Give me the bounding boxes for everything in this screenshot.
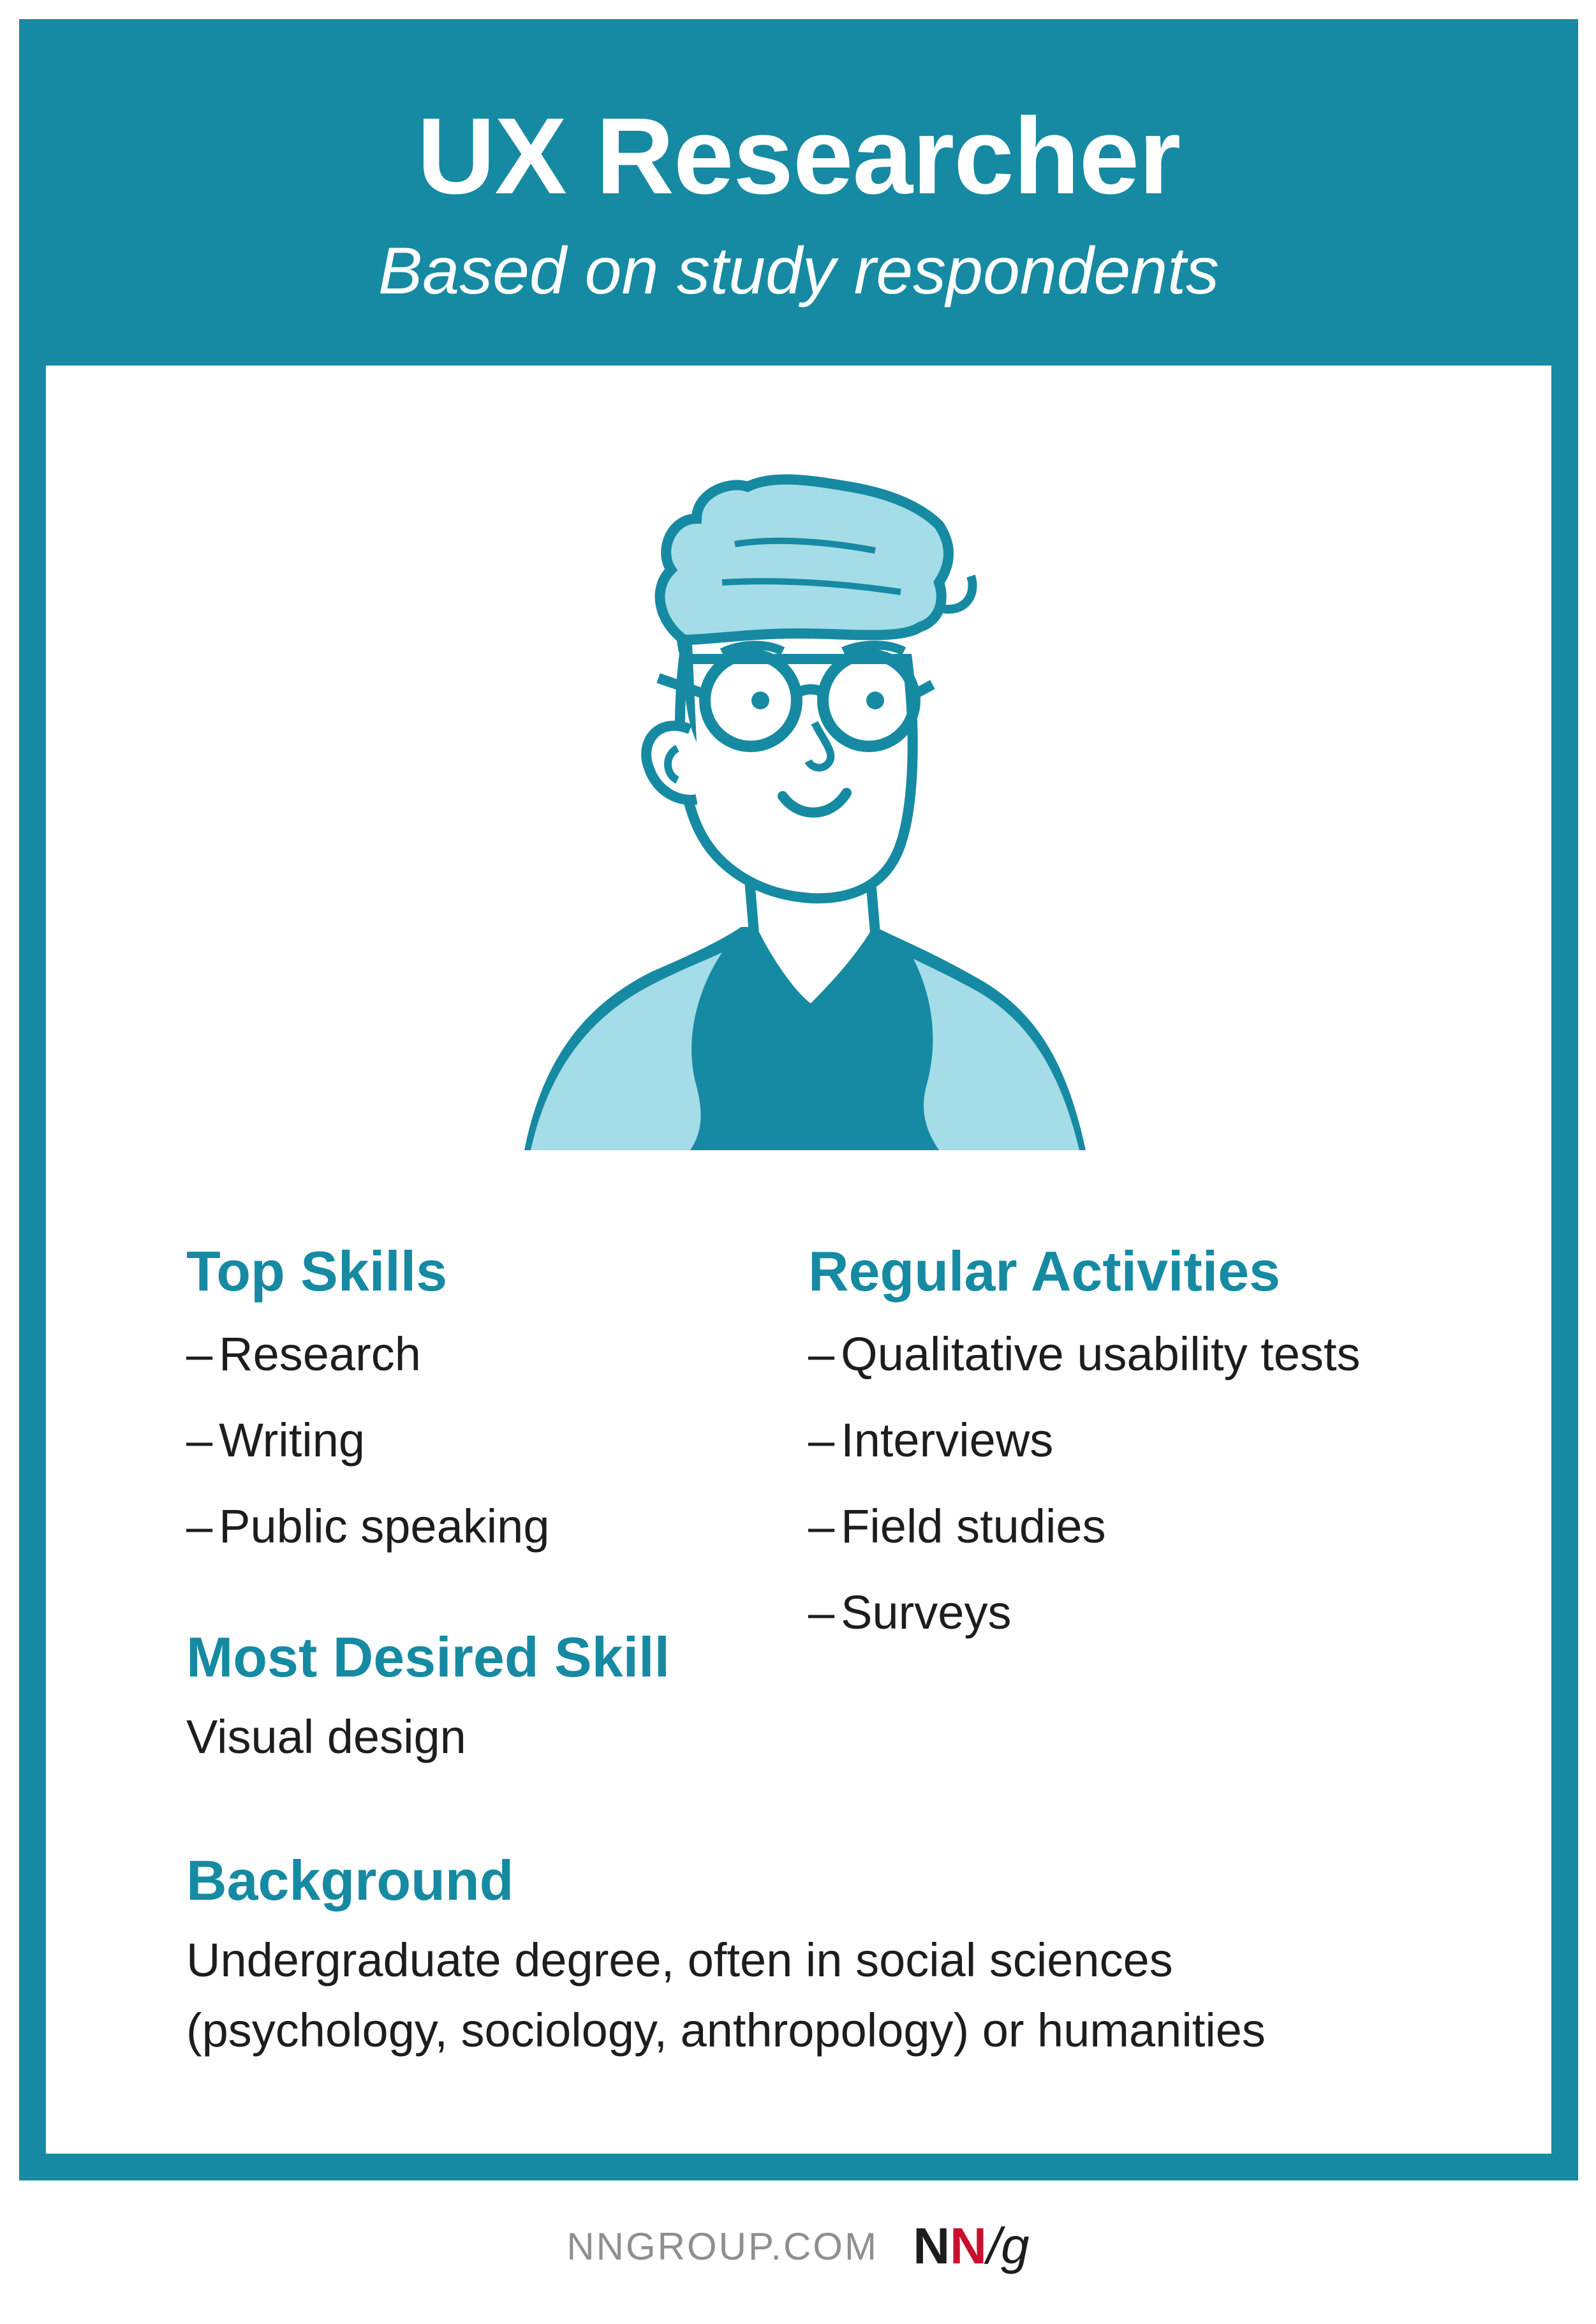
list-dash: – xyxy=(808,1586,835,1639)
list-dash: – xyxy=(808,1414,835,1467)
list-item-label: Field studies xyxy=(841,1500,1106,1553)
list-item xyxy=(808,1326,1361,1412)
list-item xyxy=(186,1326,549,1412)
list-item-label: Interviews xyxy=(841,1414,1054,1467)
list-item-label: Writing xyxy=(219,1414,366,1467)
background-line-2: (psychology, sociology, anthropology) or humanities xyxy=(186,2004,1266,2057)
list-item xyxy=(808,1584,1361,1670)
top-skills-list xyxy=(186,1326,549,1584)
background-heading: Background xyxy=(186,1849,514,1912)
list-item-label: Surveys xyxy=(841,1586,1012,1639)
content-panel xyxy=(46,366,1551,2154)
page-subtitle: Based on study respondents xyxy=(378,234,1220,308)
list-dash: – xyxy=(186,1328,213,1380)
regular-activities-list xyxy=(808,1326,1361,1670)
researcher-avatar-icon xyxy=(492,448,1105,1188)
page-title: UX Researcher xyxy=(417,96,1181,217)
list-item xyxy=(808,1412,1361,1498)
list-dash: – xyxy=(186,1500,213,1553)
most-desired-skill-value: Visual design xyxy=(186,1710,466,1763)
most-desired-skill-heading: Most Desired Skill xyxy=(186,1625,670,1689)
list-dash: – xyxy=(808,1328,835,1380)
footer xyxy=(0,2217,1596,2276)
footer-site-link[interactable]: NNGROUP.COM xyxy=(566,2224,878,2268)
card-frame xyxy=(19,19,1578,2180)
list-item xyxy=(186,1412,549,1498)
list-item xyxy=(186,1498,549,1584)
logo-slash-g: /g xyxy=(986,2217,1030,2274)
background-line-1: Undergraduate degree, often in social sciences xyxy=(186,1934,1173,1987)
logo-letter-n-red: N xyxy=(950,2217,987,2274)
list-dash: – xyxy=(186,1414,213,1467)
list-item-label: Research xyxy=(219,1328,421,1380)
list-dash: – xyxy=(808,1500,835,1553)
top-skills-heading: Top Skills xyxy=(186,1240,448,1303)
logo-letter-n: N xyxy=(913,2217,950,2274)
list-item-label: Qualitative usability tests xyxy=(841,1328,1361,1380)
regular-activities-heading: Regular Activities xyxy=(808,1240,1281,1303)
list-item-label: Public speaking xyxy=(219,1500,550,1553)
nng-logo xyxy=(913,2217,1029,2276)
list-item xyxy=(808,1498,1361,1584)
